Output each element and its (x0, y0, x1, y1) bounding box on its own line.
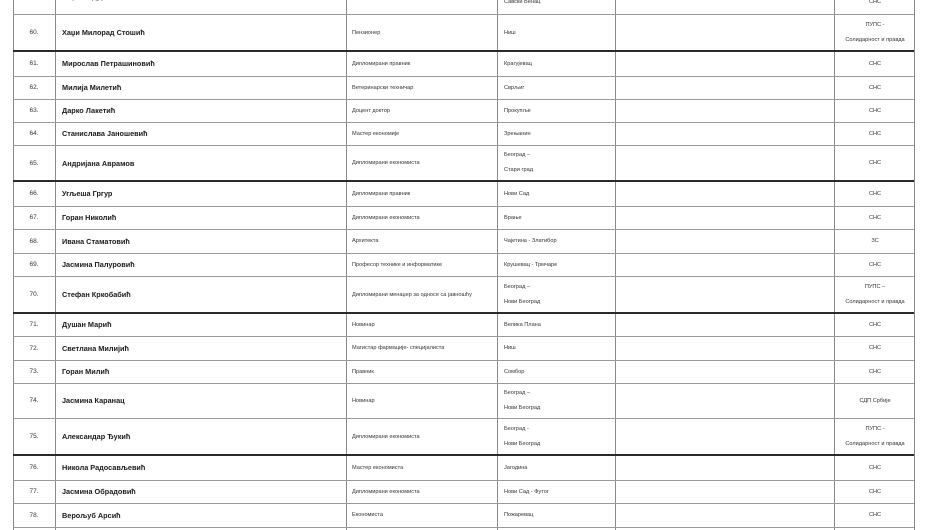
party-cell (834, 368, 916, 376)
candidate-name: Горан Милић (62, 367, 110, 376)
row-divider (13, 527, 914, 528)
party-line: СНС (868, 190, 882, 197)
party-cell (834, 190, 916, 198)
residence-cell (504, 148, 616, 178)
residence-line: Сврљиг (504, 84, 525, 91)
residence-line: Нови Београд (504, 404, 541, 411)
party-line: ПУПС – (864, 283, 886, 290)
candidate-name: Мирослав Петрашиновић (62, 59, 155, 68)
occupation: Дипломирани економиста (352, 433, 420, 440)
row-number: 61. (29, 60, 39, 67)
party-cell (834, 84, 916, 92)
candidate-name: Верољуб Арсић (62, 510, 121, 520)
candidate-name: Горан Николић (62, 213, 117, 222)
residence-cell (504, 190, 616, 198)
row-divider (13, 99, 914, 100)
occupation: Мастер економије (352, 130, 400, 137)
row-number: 63. (29, 107, 39, 114)
row-number: 71. (29, 321, 39, 328)
row-divider (13, 418, 914, 419)
party-line: СНС (868, 130, 882, 137)
row-number: 70. (29, 291, 39, 298)
occupation: Ветеринарски техничар (352, 84, 414, 91)
occupation: Професор технике и информатике (352, 261, 443, 268)
party-line: СНС (868, 368, 882, 375)
row-number: 67. (29, 214, 39, 221)
party-line: ЗС (871, 238, 879, 244)
party-line: СНС (868, 512, 882, 518)
candidate-name: Стефан Кркобабић (62, 290, 131, 299)
row-divider (13, 76, 914, 77)
occupation: Дипломирани економиста (352, 160, 420, 166)
row-number: 64. (29, 130, 39, 137)
residence-line: Чајетина - Златибор (504, 238, 557, 244)
residence-cell (504, 321, 616, 329)
column-divider (55, 0, 56, 530)
residence-cell (504, 237, 616, 245)
row-divider (13, 14, 914, 15)
occupation: Архитекта (352, 238, 379, 244)
candidate-name: Андријана Аврамов (62, 158, 135, 168)
row-divider (13, 336, 914, 337)
party-line: Солидарност и правда (845, 36, 905, 43)
party-cell (834, 422, 916, 452)
party-line: СНС (868, 0, 882, 5)
party-cell (834, 344, 916, 352)
occupation: Дипломирани менаџер за односе са јавношћу (352, 291, 472, 298)
party-cell (834, 321, 916, 329)
residence-line: Зрењанин (504, 130, 531, 137)
row-number: 68. (29, 237, 39, 245)
party-line: Солидарност и правда (845, 298, 905, 305)
residence-line: Крагујевац (504, 60, 532, 67)
column-divider (346, 0, 347, 530)
residence-cell (504, 511, 616, 519)
party-cell (834, 0, 916, 6)
candidate-name: Хаџи Милорад Стошић (62, 28, 145, 37)
party-cell (834, 464, 916, 472)
row-number: 62. (29, 84, 39, 91)
party-line: СНС (868, 488, 882, 495)
party-cell (834, 60, 916, 68)
residence-cell (504, 386, 616, 416)
residence-line: Нови Београд (504, 298, 541, 305)
row-divider (13, 145, 914, 146)
residence-cell (504, 130, 616, 138)
residence-line: Врање (504, 214, 522, 221)
residence-line: Крушевац - Трмчаре (504, 261, 558, 268)
occupation: Правник (352, 368, 374, 375)
occupation: Магистар фармације- специјалиста (352, 345, 445, 351)
residence-cell (504, 84, 616, 92)
residence-cell (504, 107, 616, 115)
party-line: ПУПС - (865, 425, 885, 432)
residence-line: Београд – (504, 152, 531, 158)
party-cell (834, 397, 916, 405)
row-divider (13, 360, 914, 361)
residence-line: Јагодина (504, 464, 528, 471)
residence-cell (504, 280, 616, 310)
row-divider (13, 206, 914, 207)
residence-line: Београд – (504, 283, 531, 290)
row-divider (13, 503, 914, 504)
occupation: Дипломирани правник (352, 60, 411, 67)
party-line: СНС (868, 107, 882, 114)
party-line: СНС (868, 464, 882, 471)
party-line: СДП Србије (859, 397, 891, 404)
row-divider (13, 50, 914, 52)
residence-cell (504, 464, 616, 472)
residence-line: Стари град (504, 167, 533, 173)
row-divider (13, 253, 914, 254)
candidate-name: Александар Ђукић (62, 432, 131, 441)
party-cell (834, 107, 916, 115)
candidate-name (62, 0, 342, 1)
party-line: СНС (868, 261, 882, 268)
party-line: ПУПС - (865, 21, 885, 28)
residence-line: Нови Београд (504, 440, 541, 447)
candidate-name: Јасмина Обрадовић (62, 487, 136, 496)
candidate-name: Угљеша Гргур (62, 189, 113, 198)
residence-cell (504, 344, 616, 352)
residence-cell (504, 29, 616, 37)
candidate-name: Јасмина Палуровић (62, 260, 135, 269)
party-cell (834, 18, 916, 48)
residence-line: Ниш (504, 345, 516, 351)
residence-line: Нови Сад - Футог (504, 488, 549, 495)
occupation: Економиста (352, 512, 383, 518)
residence-line: Сомбор (504, 368, 525, 375)
row-number: 74. (29, 397, 39, 404)
residence-line: Велика Плана (504, 321, 541, 328)
party-line: СНС (868, 84, 882, 91)
party-line: Солидарност и правда (845, 440, 905, 447)
occupation: Дипломирани економиста (352, 488, 420, 495)
occupation: Мастер економиста (352, 464, 404, 471)
row-number: 75. (29, 433, 39, 440)
party-cell (834, 130, 916, 138)
party-line: СНС (868, 345, 882, 351)
party-cell (834, 261, 916, 269)
candidate-name: Ивана Стаматовић (62, 236, 130, 246)
residence-line: Београд - (504, 425, 529, 432)
row-divider (13, 312, 914, 314)
occupation: Дипломирани правник (352, 190, 411, 197)
party-line: СНС (868, 321, 882, 328)
party-cell (834, 159, 916, 167)
party-cell (834, 214, 916, 222)
column-divider (497, 0, 498, 530)
residence-cell (504, 0, 616, 6)
row-divider (13, 229, 914, 230)
party-line: СНС (868, 60, 882, 67)
party-cell (834, 237, 916, 245)
residence-cell (504, 368, 616, 376)
candidate-name: Дарко Лакетић (62, 106, 116, 115)
occupation: Дипломирани економиста (352, 214, 420, 221)
candidate-name: Никола Радосављевић (62, 463, 146, 472)
row-divider (13, 480, 914, 481)
row-number: 69. (29, 261, 39, 268)
candidate-name: Душан Марић (62, 320, 112, 329)
residence-cell (504, 60, 616, 68)
occupation: Пензионер (352, 29, 381, 36)
occupation: Новинар (352, 321, 375, 328)
party-cell (834, 280, 916, 310)
candidate-name: Милија Милетић (62, 83, 122, 92)
row-number: 78. (29, 511, 39, 519)
candidate-name: Станислава Јаношевић (62, 129, 148, 138)
row-divider (13, 454, 914, 456)
residence-line: Београд – (504, 389, 531, 396)
row-number: 65. (29, 159, 39, 167)
occupation: Новинар (352, 397, 375, 404)
residence-line: Прокупље (504, 107, 531, 114)
candidate-name: Светлана Милијић (62, 343, 129, 353)
residence-line: Пожаревац (504, 512, 534, 518)
row-number: 72. (29, 344, 39, 352)
row-number: 60. (29, 29, 39, 36)
party-cell (834, 511, 916, 519)
row-number: 66. (29, 190, 39, 197)
party-line: СНС (868, 160, 882, 166)
row-divider (13, 122, 914, 123)
candidate-name: Јасмина Каранац (62, 396, 125, 405)
party-line: СНС (868, 214, 882, 221)
row-divider (13, 276, 914, 277)
row-divider (13, 180, 914, 182)
row-number: 76. (29, 464, 39, 471)
row-number: 77. (29, 488, 39, 495)
row-number: 73. (29, 368, 39, 375)
residence-cell (504, 214, 616, 222)
residence-cell (504, 261, 616, 269)
party-cell (834, 488, 916, 496)
residence-cell (504, 488, 616, 496)
residence-line: Нови Сад (504, 190, 530, 197)
row-divider (13, 383, 914, 384)
residence-line: Ниш (504, 29, 516, 36)
residence-line: Савски Венац (504, 0, 541, 5)
residence-cell (504, 422, 616, 452)
occupation: Доцент доктор (352, 107, 391, 114)
